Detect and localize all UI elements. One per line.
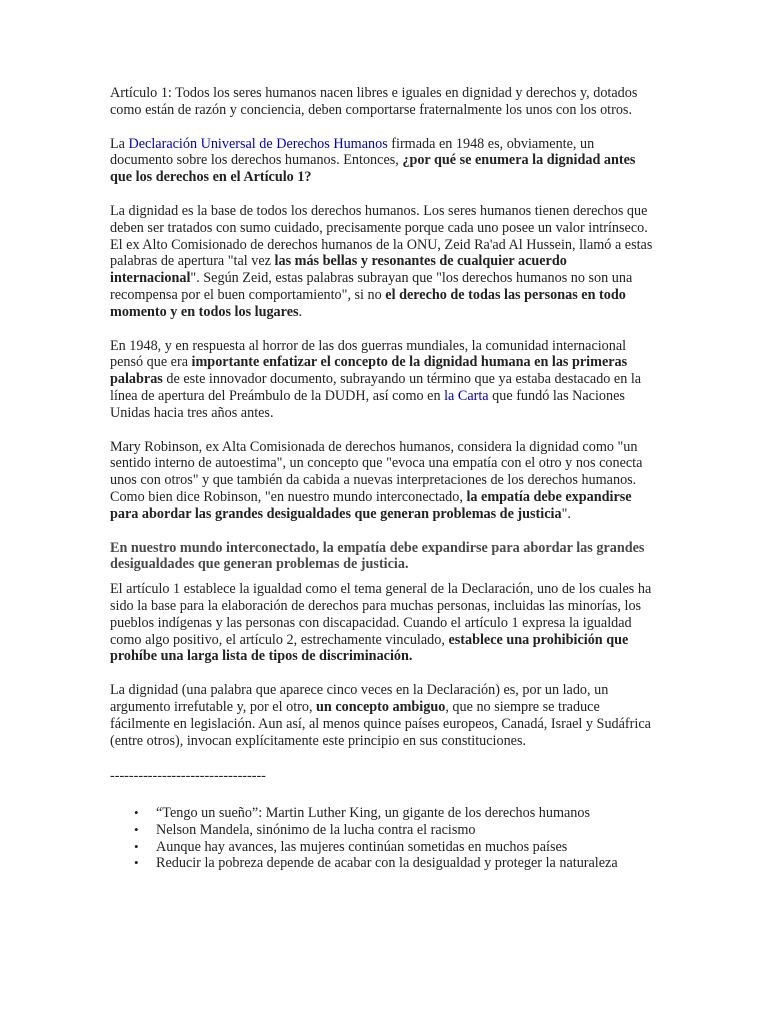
ambiguity-paragraph: [110, 682, 660, 749]
robinson-paragraph: [110, 439, 660, 523]
text-segment: Mary Robinson, ex Alta Comisionada de derechos humanos, considera la dignidad como "un sentido interno de autoestima", un concepto que "evoca una empatía con el otro y nos conecta unos con otros" y que también da cabida a nuevas interpretaciones de los derechos humanos. Como bien dice Robinson, "en nuestro mundo interconectado,: [110, 438, 643, 505]
list-item-text[interactable]: Reducir la pobreza depende de acabar con la desigualdad y proteger la naturaleza: [156, 855, 618, 872]
udhr-link[interactable]: Declaración Universal de Derechos Humanos: [128, 135, 388, 152]
list-item-text[interactable]: Nelson Mandela, sinónimo de la lucha contra el racismo: [156, 821, 476, 838]
text-segment: que fundó las Naciones Unidas hacia tres años antes.: [110, 387, 625, 421]
history-paragraph: [110, 338, 660, 422]
equality-paragraph: [110, 581, 660, 665]
bullet-icon: •: [134, 855, 139, 871]
text-segment: .: [298, 303, 303, 320]
pull-quote: En nuestro mundo interconectado, la empatía debe expandirse para abordar las grandes desigualdades que generan problemas de justicia.: [110, 539, 645, 573]
dignity-paragraph: [110, 203, 660, 321]
text-segment: La: [110, 135, 129, 152]
related-articles-list: [110, 805, 660, 872]
charter-link[interactable]: la Carta: [444, 387, 489, 404]
article-1-text: Artículo 1: Todos los seres humanos nacen libres e iguales en dignidad y derechos y, dotados como están de razón y conciencia, deben comportarse fraternalmente los unos con los otros.: [110, 85, 638, 118]
text-segment: En 1948, y en respuesta al horror de las dos guerras mundiales, la comunidad internacional pensó que era: [110, 337, 627, 371]
text-segment: de este innovador documento, subrayando un término que ya estaba destacado en la línea de apertura del Preámbulo de la DUDH, así como en: [110, 371, 642, 404]
list-item[interactable]: [134, 821, 660, 839]
article-body: [110, 85, 660, 872]
list-item-text[interactable]: Aunque hay avances, las mujeres continúan sometidas en muchos países: [156, 838, 568, 855]
bullet-icon: •: [134, 838, 139, 854]
list-item[interactable]: [134, 838, 660, 856]
bold-phrase: establece una prohibición que prohíbe una larga lista de tipos de discriminación.: [110, 631, 629, 665]
text-segment: , que no siempre se traduce fácilmente en legislación. Aun así, al menos quince países europeos, Canadá, Israel y Sudáfrica (entre otros), invocan explícitamente este principio en sus constituciones.: [110, 698, 651, 749]
text-segment: firmada en 1948 es, obviamente, un documento sobre los derechos humanos. Entonces,: [110, 135, 595, 169]
intro-paragraph: [110, 136, 660, 186]
list-item-text[interactable]: “Tengo un sueño”: Martin Luther King, un gigante de los derechos humanos: [156, 805, 590, 822]
text-segment: ".: [561, 505, 571, 522]
bold-phrase: el derecho de todas las personas en todo momento y en todos los lugares: [110, 286, 626, 320]
bullet-icon: •: [134, 805, 139, 821]
bold-question: ¿por qué se enumera la dignidad antes que los derechos en el Artículo 1?: [110, 152, 636, 186]
list-item[interactable]: [134, 855, 660, 872]
bold-phrase: un concepto ambiguo: [316, 698, 446, 715]
separator-line: ---------------------------------: [110, 768, 266, 785]
bullet-icon: •: [134, 821, 139, 837]
text-segment: El artículo 1 establece la igualdad como el tema general de la Declaración, uno de los cuales ha sido la base para la elaboración de derechos para muchas personas, incluidas las minorías, los pueblos indígenas y las personas con discapacidad. Cuando el artículo 1 expresa la igualdad como algo positivo, el artículo 2, estrechamente vinculado,: [110, 581, 652, 648]
bold-phrase: importante enfatizar el concepto de la dignidad humana en las primeras palabras: [110, 354, 628, 388]
bold-phrase: las más bellas y resonantes de cualquier acuerdo internacional: [110, 253, 567, 287]
list-item[interactable]: [134, 805, 660, 822]
bold-phrase: la empatía debe expandirse para abordar las grandes desigualdades que generan problemas de justicia: [110, 488, 632, 522]
text-segment: La dignidad (una palabra que aparece cinco veces en la Declaración) es, por un lado, un argumento irrefutable y, por el otro,: [110, 682, 609, 715]
text-segment: ". Según Zeid, estas palabras subrayan que "los derechos humanos no son una recompensa por el buen comportamiento", si no: [110, 270, 633, 303]
text-segment: La dignidad es la base de todos los derechos humanos. Los seres humanos tienen derechos que deben ser tratados con sumo cuidado, precisamente porque cada uno posee un valor intrínseco. El ex Alto Comisionado de derechos humanos de la ONU, Zeid Ra'ad Al Hussein, llamó a estas palabras de apertura "tal vez: [110, 202, 653, 270]
